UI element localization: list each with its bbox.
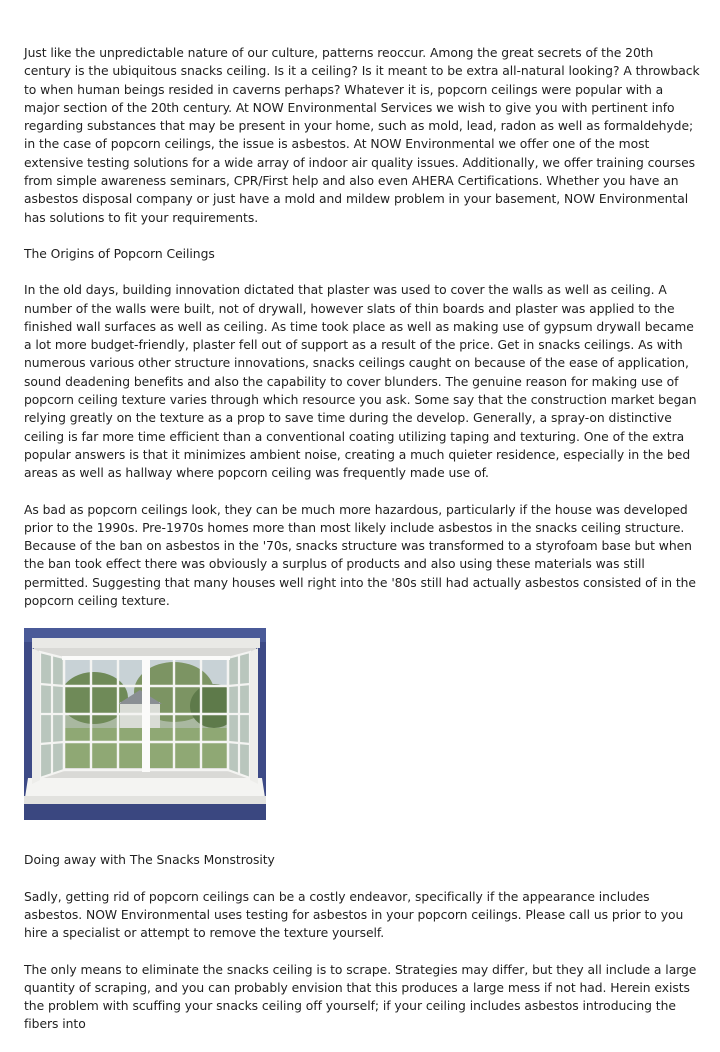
paragraph-testing: Sadly, getting rid of popcorn ceilings can be a costly endeavor, specifically if the appearance includes asbestos. NOW Environmental uses testing for asbestos in your popcorn ceilings. Please call us prior to you hire a specialist or attempt to remove the texture yourself. <box>24 889 684 941</box>
paragraph-intro: Just like the unpredictable nature of our culture, patterns reoccur. Among the great secrets of the 20th century is the ubiquitous snacks ceiling. Is it a ceiling? Is it meant to be extra all-natural looking? A throwback to when human beings resided in caverns perhaps? Whatever it is, popcorn ceilings were popular with a major section of the 20th century. At NOW Environmental Services we wish to give you with pertinent info regarding substances that may be present in your home, such as mold, lead, radon as well as formaldehyde; in the case of popcorn ceilings, the issue is asbestos. At NOW Environmental we offer one of the most extensive testing solutions for a wide array of indoor air quality issues. Additionally, we offer training courses from simple awareness seminars, CPR/First help and also even AHERA Certifications. Whether you have an asbestos disposal company or just have a mold and mildew problem in your basement, NOW Environmental has solutions to fit your requirements. <box>24 46 700 225</box>
paragraph-origins: In the old days, building innovation dictated that plaster was used to cover the walls as well as ceiling. A number of the walls were built, not of drywall, however slats of thin boards and plaster was applied to the finished wall surfaces as well as ceiling. As time took place as well as making use of gypsum drywall became a lot more budget-friendly, plaster fell out of support as a result of the price. Get in snacks ceilings. As with numerous various other structure innovations, snacks ceilings caught on because of the ease of application, sound deadening benefits and also the capability to cover blunders. The genuine reason for making use of popcorn ceiling texture varies through which resource you ask. Some say that the construction market began relying greatly on the texture as a prop to save time during the develop. Generally, a spray-on distinctive ceiling is far more time efficient than a conventional coating utilizing taping and texturing. One of the extra popular answers is that it minimizes ambient noise, creating a much quieter residence, especially in the bed areas as well as hallway where popcorn ceiling was frequently made use of. <box>24 283 697 481</box>
bay-window-photo <box>24 628 266 820</box>
heading-origins: The Origins of Popcorn Ceilings <box>24 246 215 261</box>
paragraph-scraping: The only means to eliminate the snacks ceiling is to scrape. Strategies may differ, but they all include a large quantity of scraping, and you can probably envision that this produces a large mess if not had. Herein exists the problem with scuffing your snacks ceiling off yourself; if your ceiling includes asbestos introducing the fibers into <box>24 962 697 1032</box>
paragraph-hazard: As bad as popcorn ceilings look, they can be much more hazardous, particularly if the house was developed prior to the 1990s. Pre-1970s homes more than most likely include asbestos in the snacks ceiling structure. Because of the ban on asbestos in the '70s, snacks structure was transformed to a styrofoam base but when the ban took effect there was obviously a surplus of products and also using these materials was still permitted. Suggesting that many houses well right into the '80s still had actually asbestos consisted of in the popcorn ceiling texture. <box>24 502 696 609</box>
article <box>24 44 700 1052</box>
heading-removal: Doing away with The Snacks Monstrosity <box>24 853 275 868</box>
